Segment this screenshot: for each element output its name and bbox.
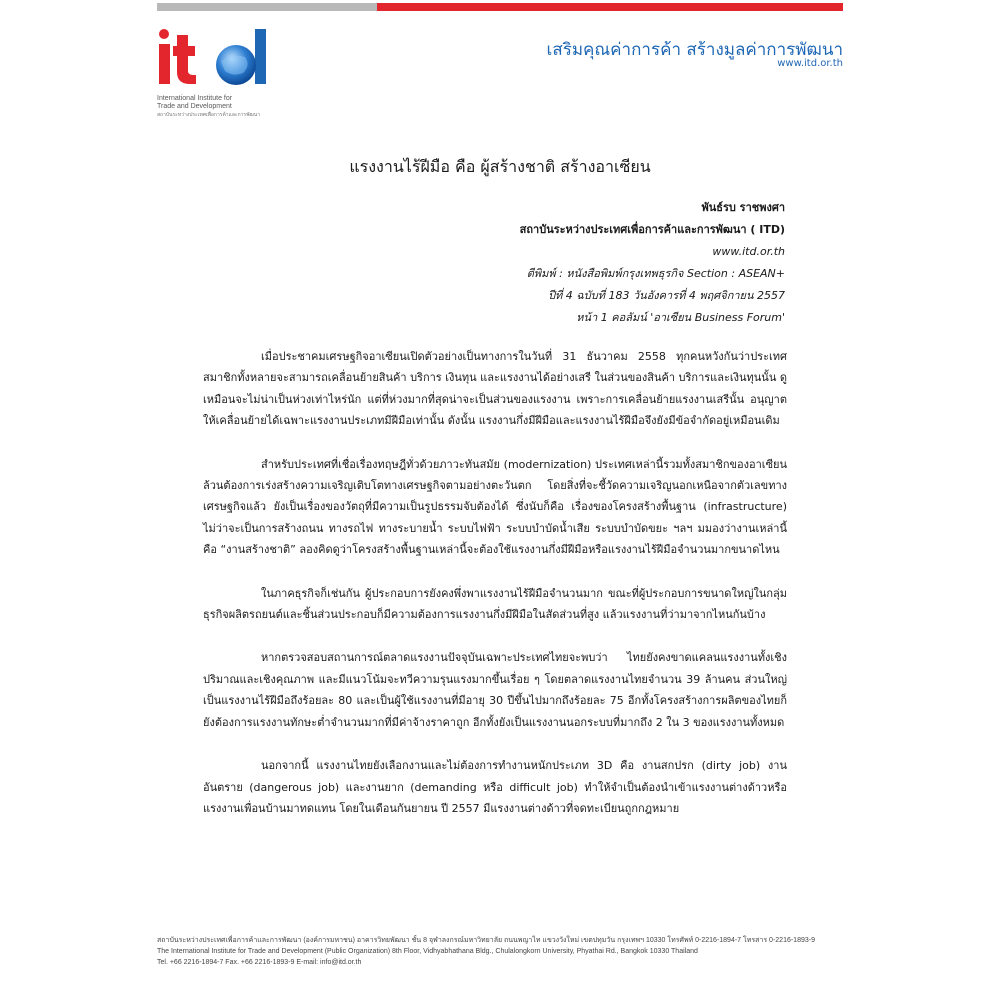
author-organization: สถาบันระหว่างประเทศเพื่อการค้าและการพัฒนา ( ITD) bbox=[519, 223, 785, 236]
publication-source: ตีพิมพ์ : หนังสือพิมพ์กรุงเทพธุรกิจ Section : ASEAN+ bbox=[526, 267, 785, 280]
logo-caption-line-2: Trade and Development bbox=[157, 103, 232, 110]
page-footer bbox=[157, 935, 847, 968]
logo-caption-line-1: International Institute for bbox=[157, 95, 233, 102]
footer-contact: Tel. +66 2216-1894-7 Fax. +66 2216-1893-9 E-mail: info@itd.or.th bbox=[157, 959, 362, 966]
paragraph: นอกจากนี้ แรงงานไทยยังเลือกงานและไม่ต้องการทำงานหนักประเภท 3D คือ งานสกปรก (dirty job) งานอันตราย (dangerous job) และงานยาก (demanding หรือ difficult job) ทำให้จำเป็นต้องนำเข้าแรงงานต่างด้าวหรือแรงงานเพื่อนบ้านมาทดแทน โดยในเดือนกันยายน ปี 2557 มีแรงงานต่างด้าวที่จดทะเบียนถูกกฎหมาย bbox=[203, 759, 787, 815]
author-name: พันธ์รบ ราชพงศา bbox=[701, 201, 785, 214]
publication-page: หน้า 1 คอลัมน์ 'อาเซียน Business Forum' bbox=[576, 311, 785, 324]
header-bar-gray bbox=[157, 3, 377, 11]
header-slogan: เสริมคุณค่าการค้า สร้างมูลค่าการพัฒนา bbox=[546, 40, 843, 60]
header-bar-red bbox=[377, 3, 843, 11]
itd-logo-mark bbox=[155, 25, 275, 95]
logo-caption-line-3: สถาบันระหว่างประเทศเพื่อการค้าและการพัฒนา bbox=[157, 112, 261, 118]
paragraph: ในภาคธุรกิจก็เช่นกัน ผู้ประกอบการยังคงพึ่งพาแรงงานไร้ฝีมือจำนวนมาก ขณะที่ผู้ประกอบการขนาดใหญ่ในกลุ่มธุรกิจผลิตรถยนต์และชิ้นส่วนประกอบก็มีความต้องการแรงงานกึ่งมีฝีมือในสัดส่วนที่สูง แล้วแรงงานที่ว่ามาจากไหนกันบ้าง bbox=[203, 586, 787, 622]
paragraph: สำหรับประเทศที่เชื่อเรื่องทฤษฎีทั่วด้วยภาวะทันสมัย (modernization) ประเทศเหล่านี้รวมทั้งสมาชิกของอาเซียน ล้วนต้องการเร่งสร้างความเจริญเติบโตทางเศรษฐกิจตามอย่างตะวันตก โดยสิ่งที่จะชี้วัดความเจริญนอกเหนือจากตัวเลขทางเศรษฐกิจแล้ว ยังเป็นเรื่องของวัตถุที่มีความเป็นรูปธรรมจับต้องได้ ซึ่งนับก็คือ เรื่องของโครงสร้างพื้นฐาน (infrastructure) ไม่ว่าจะเป็นการสร้างถนน ทางรถไฟ ทางระบายน้ำ ระบบไฟฟ้า ระบบบำบัดน้ำเสีย ระบบบำบัดขยะ ฯลฯ มมองว่างานเหล่านี้ คือ “งานสร้างชาติ” ลองคิดดูว่าโครงสร้างพื้นฐานเหล่านี้จะต้องใช้แรงงานกึ่งมีฝีมือหรือแรงงานไร้ฝีมือจำนวนมากขนาดไหน bbox=[203, 457, 787, 557]
footer-address-thai: สถาบันระหว่างประเทศเพื่อการค้าและการพัฒนา (องค์การมหาชน) อาคารวิทยพัฒนา ชั้น 8 จุฬาลงกรณ์มหาวิทยาลัย ถนนพญาไท แขวงวังใหม่ เขตปทุมวัน กรุงเทพฯ 10330 โทรศัพท์ 0-2216-1894-7 โทรสาร 0-2216-1893-9 bbox=[157, 937, 815, 944]
paragraph: เมื่อประชาคมเศรษฐกิจอาเซียนเปิดตัวอย่างเป็นทางการในวันที่ 31 ธันวาคม 2558 ทุกคนหวังกันว่าประเทศสมาชิกทั้งหลายจะสามารถเคลื่อนย้ายสินค้า บริการ เงินทุน และแรงงานได้อย่างเสรี ในส่วนของสินค้า บริการและเงินทุนนั้น ดูเหมือนจะไม่น่าเป็นห่วงเท่าไหร่นัก แต่ที่ห่วงมากที่สุดน่าจะเป็นส่วนของแรงงาน เพราะการเคลื่อนย้ายแรงงานเสรีนั้น อนุญาตให้เคลื่อนย้ายได้เฉพาะแรงงานประเภทมีฝีมือเท่านั้น ดังนั้น แรงงานกึ่งมีฝีมือและแรงงานไร้ฝีมือจึงยังมีข้อจำกัดอยู่เหมือนเดิม bbox=[203, 350, 787, 428]
itd-logo bbox=[155, 25, 290, 125]
author-block bbox=[520, 197, 785, 329]
document-title: แรงงานไร้ฝีมือ คือ ผู้สร้างชาติ สร้างอาเซียน bbox=[349, 157, 651, 176]
header-color-bar bbox=[157, 3, 843, 11]
header-website[interactable]: www.itd.or.th bbox=[777, 58, 843, 69]
organization-website[interactable]: www.itd.or.th bbox=[712, 245, 785, 258]
publication-issue: ปีที่ 4 ฉบับที่ 183 วันอังคารที่ 4 พฤศจิกายน 2557 bbox=[548, 289, 785, 302]
article-body bbox=[203, 346, 787, 841]
footer-address-english: The International Institute for Trade and Development (Public Organization) 8th Floor, Vidhyabhathana Bldg., Chulalongkorn University, Phyathai Rd., Bangkok 10330 Thailand bbox=[157, 948, 698, 955]
logo-caption bbox=[157, 95, 260, 119]
paragraph: หากตรวจสอบสถานการณ์ตลาดแรงงานปัจจุบันเฉพาะประเทศไทยจะพบว่า ไทยยังคงขาดแคลนแรงงานทั้งเชิงปริมาณและเชิงคุณภาพ และมีแนวโน้มจะทวีความรุนแรงมากขึ้นเรื่อย ๆ โดยตลาดแรงงานไทยจำนวน 39 ล้านคน ส่วนใหญ่เป็นแรงงานไร้ฝีมือถึงร้อยละ 80 และเป็นผู้ใช้แรงงานที่มีอายุ 30 ปีขึ้นไปมากถึงร้อยละ 75 อีกทั้งโครงสร้างการผลิตของไทยก็ยังต้องการแรงงานทักษะต่ำจำนวนมากที่มีค่าจ้างราคาถูก อีกทั้งยังเป็นแรงงานนอกระบบที่มากถึง 2 ใน 3 ของแรงงานทั้งหมด bbox=[203, 651, 787, 729]
